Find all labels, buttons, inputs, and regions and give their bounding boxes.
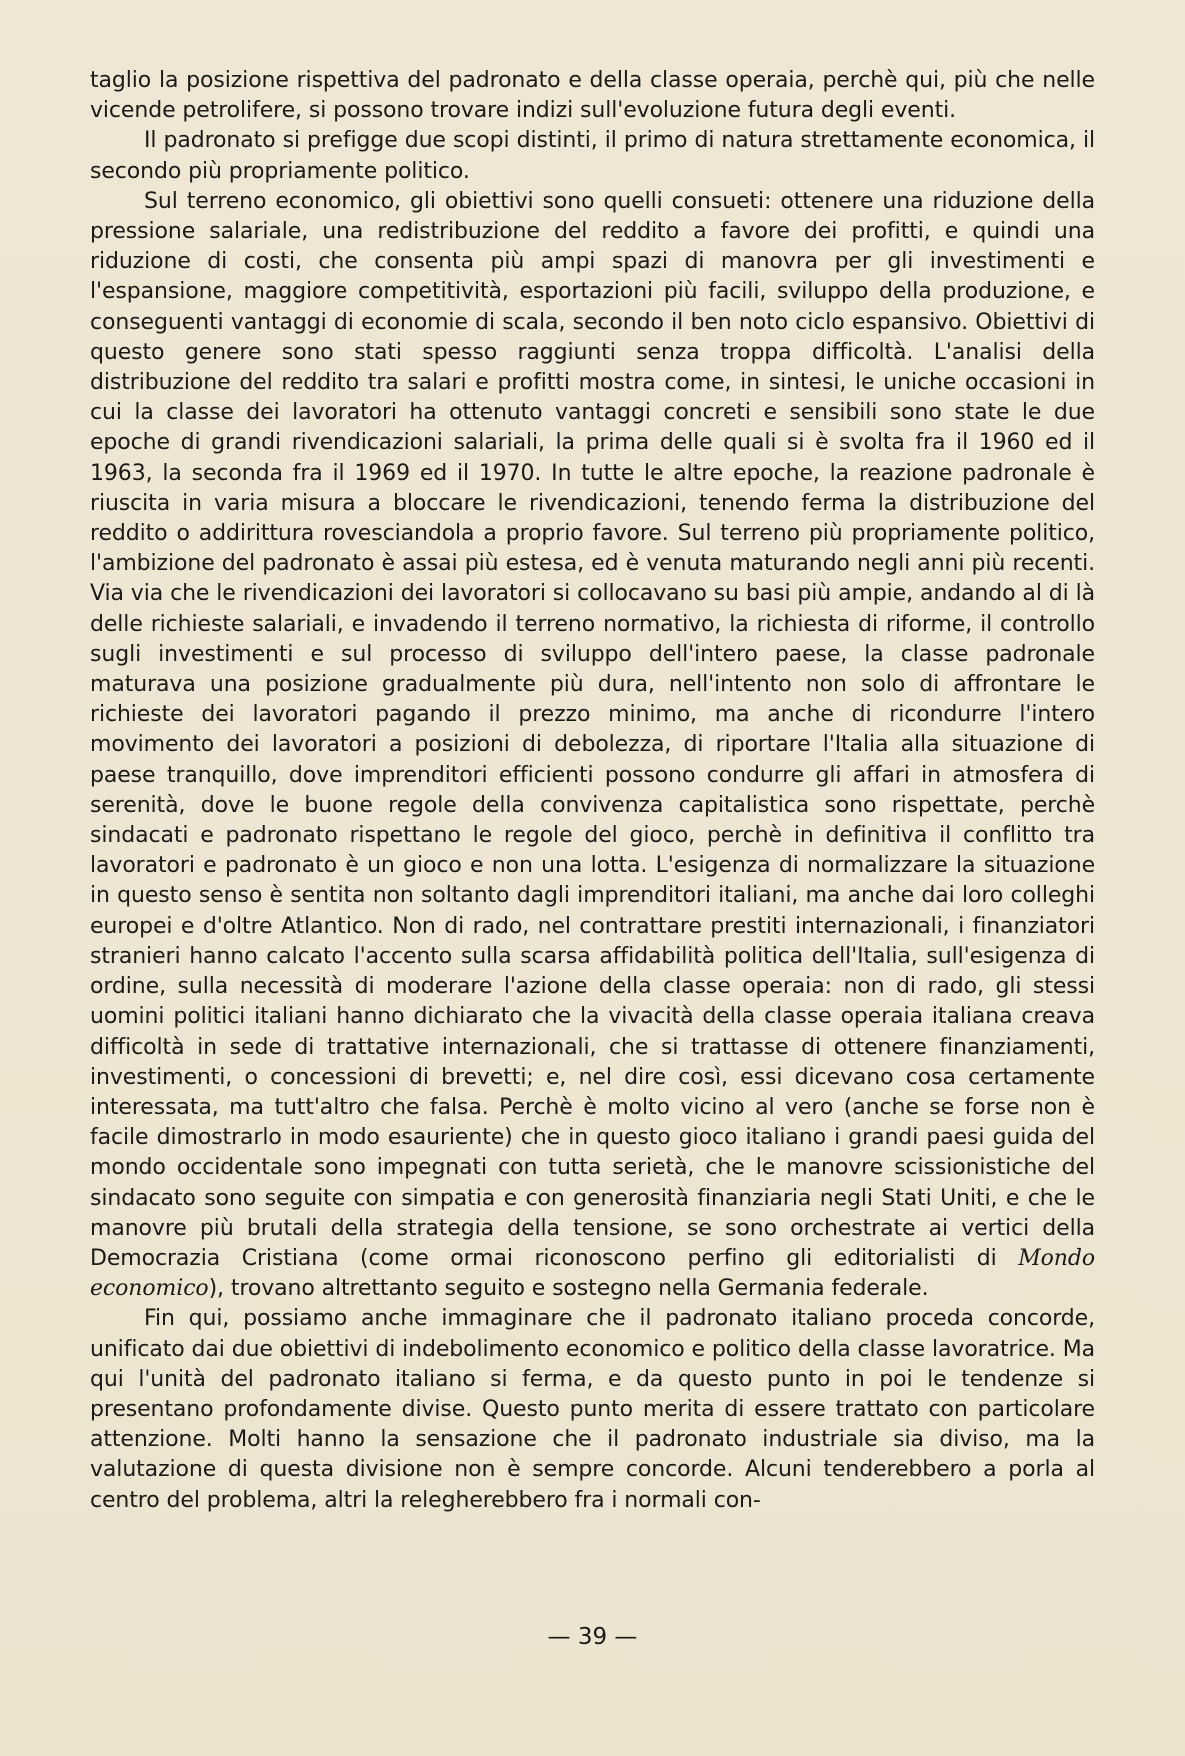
page-number: — 39 — xyxy=(547,1624,638,1650)
paragraph-3-text-before-italic: Sul terreno economico, gli obiettivi sono quelli consueti: ottenere una riduzione della pressione salariale, una redistribuzione del reddito a favore dei profitti, e quindi una riduzione di costi, che consenta più ampi spazi di manovra per gli investimenti e l'espansione, maggiore competitività, esportazioni più facili, sviluppo della produzione, e conseguenti vantaggi di economie di scala, secondo il ben noto ciclo espansivo. Obiettivi di questo genere sono stati spesso raggiunti senza troppa difficoltà. L'analisi della distribuzione del reddito tra salari e profitti mostra come, in sintesi, le uniche occasioni in cui la classe dei lavoratori ha ottenuto vantaggi concreti e sensibili sono state le due epoche di grandi rivendicazioni salariali, la prima delle quali si è svolta fra il 1960 ed il 1963, la seconda fra il 1969 ed il 1970. In tutte le altre epoche, la reazione padronale è riuscita in varia misura a bloccare le rivendicazioni, tenendo ferma la distribuzione del reddito o addirittura rovesciandola a proprio favore. Sul terreno più propriamente politico, l'ambizione del padronato è assai più estesa, ed è venuta maturando negli anni più recenti. Via via che le rivendicazioni dei lavoratori si collocavano su basi più ampie, andando al di là delle richieste salariali, e invadendo il terreno normativo, la richiesta di riforme, il controllo sugli investimenti e sul processo di sviluppo dell'intero paese, la classe padronale maturava una posizione gradualmente più dura, nell'intento non solo di affrontare le richieste dei lavoratori pagando il prezzo minimo, ma anche di ricondurre l'intero movimento dei lavoratori a posizioni di debolezza, di riportare l'Italia alla situazione di paese tranquillo, dove imprenditori efficienti possono condurre gli affari in atmosfera di serenità, dove le buone regole della convivenza capitalistica sono rispettate, perchè sindacati e padronato rispettano le regole del gioco, perchè in definitiva il conflitto tra lavoratori e padronato è un gioco e non una lotta. L'esigenza di normalizzare la situazione in questo senso è sentita non soltanto dagli imprenditori italiani, ma anche dai loro colleghi europei e d'oltre Atlantico. Non di rado, nel contrattare prestiti internazionali, i finanziatori stranieri hanno calcato l'accento sulla scarsa affidabilità politica dell'Italia, sull'esigenza di ordine, sulla necessità di moderare l'azione della classe operaia: non di rado, gli stessi uomini politici italiani hanno dichiarato che la vivacità della classe operaia italiana creava difficoltà in sede di trattative internazionali, che si trattasse di ottenere finanziamenti, investimenti, o concessioni di brevetti; e, nel dire così, essi dicevano cosa certamente interessata, ma tutt'altro che falsa. Perchè è molto vicino al vero (anche se forse non è facile dimostrarlo in modo esauriente) che in questo gioco italiano i grandi paesi guida del mondo occidentale sono impegnati con tutta serietà, che le manovre scissionistiche del sindacato sono seguite con simpatia e con generosità finanziaria negli Stati Uniti, e che le manovre più brutali della strategia della tensione, se sono orchestrate ai vertici della Democrazia Cristiana (come ormai riconoscono perfino gli editorialisti di xyxy=(90,188,1095,1271)
paragraph-2: Il padronato si prefigge due scopi distinti, il primo di natura strettamente economica, il secondo più propriamente politico. xyxy=(90,128,1095,184)
paragraph-3 xyxy=(90,187,1095,1305)
paragraph-4: Fin qui, possiamo anche immaginare che il padronato italiano proceda concorde, unificato dai due obiettivi di indebolimento economico e politico della classe lavoratrice. Ma qui l'unità del padronato italiano si ferma, e da questo punto in poi le tendenze si presentano profondamente divise. Questo punto merita di essere trattato con particolare attenzione. Molti hanno la sensazione che il padronato industriale sia diviso, ma la valutazione di questa divisione non è sempre concorde. Alcuni tenderebbero a porla al centro del problema, altri la relegherebbero fra i normali con- xyxy=(90,1306,1095,1513)
italic-publication-title: Mondo economico xyxy=(90,1245,1095,1302)
paragraph-3-text-after-italic: ), trovano altrettanto seguito e sostegno nella Germania federale. xyxy=(208,1276,929,1302)
body-text xyxy=(90,66,1095,1516)
paragraph-1: taglio la posizione rispettiva del padronato e della classe operaia, perchè qui, più che nelle vicende petrolifere, si possono trovare indizi sull'evoluzione futura degli eventi. xyxy=(90,68,1095,124)
